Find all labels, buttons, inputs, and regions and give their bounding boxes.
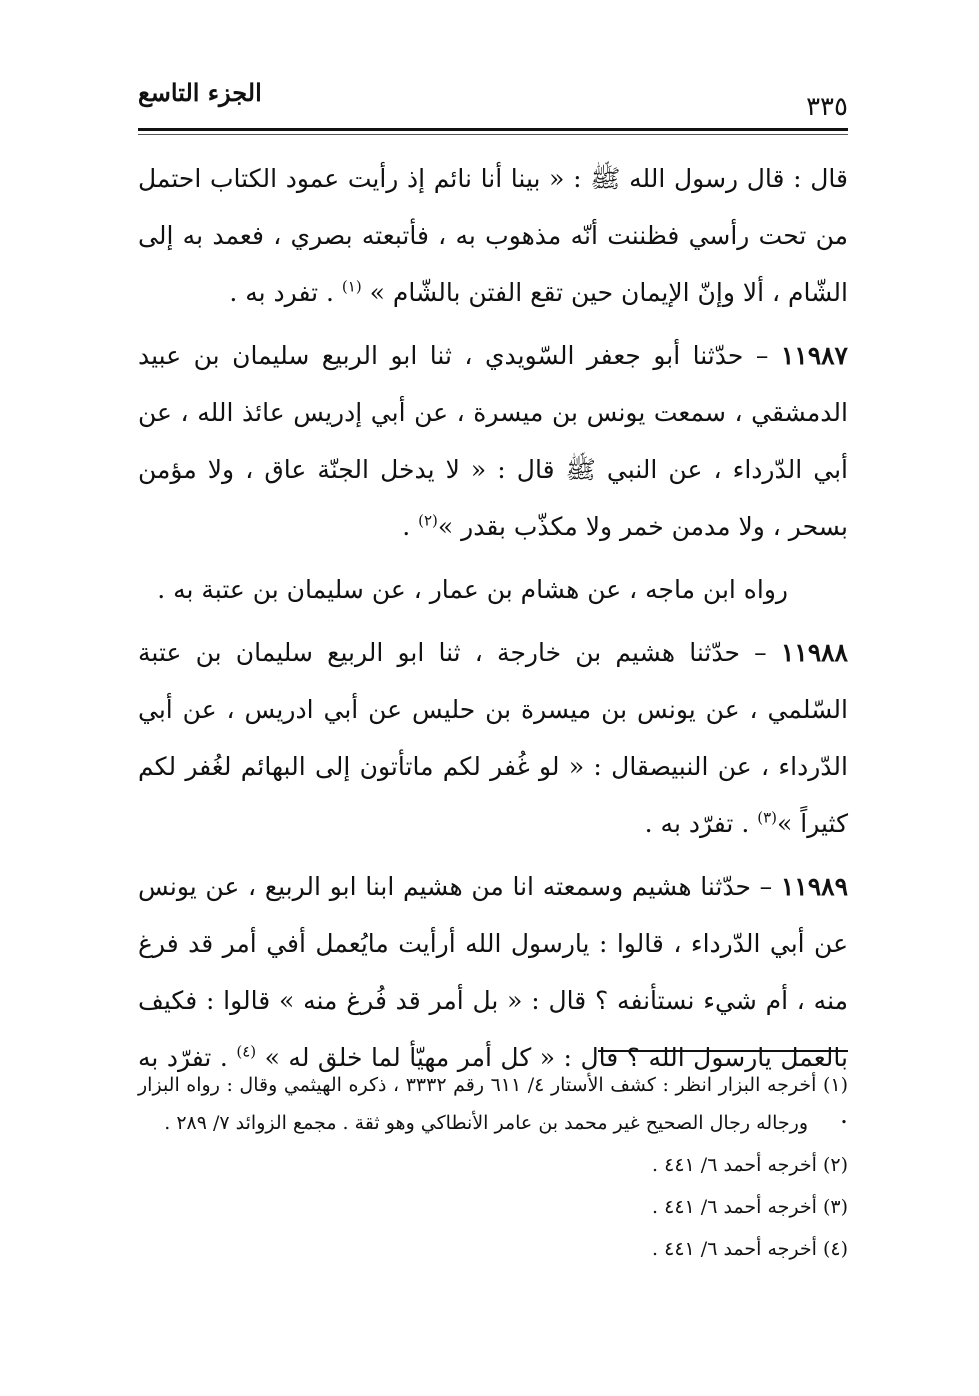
hadith-tail: . تفرّد به . [138,1043,848,1129]
page-header [138,78,848,128]
hadith-text: – حدّثنا أبو جعفر السّويدي ، ثنا ابو الربيع سليمان بن عبيد الدمشقي ، سمعت يونس بن ميسرة ، عن أبي إدريس عائذ الله ، عن أبي الدّرداء ، عن النبي ﷺ قال : « لا يدخل الجنّة عاق ، ولا مؤمن بسحر ، ولا مدمن خمر ولا مكذّب بقدر » [138,341,848,541]
paragraph-text: قال : قال رسول الله ﷺ : « بينا أنا نائم إذ رأيت عمود الكتاب احتمل من تحت رأسي فظننت أنّه مذهوب به ، فأتبعته بصري ، فعمد به إلى الشّام ، ألا وإنّ الإيمان حين تقع الفتن بالشّام » [138,164,848,307]
footnote-4: (٤) أخرجه أحمد ٦/ ٤٤١ . [652,1238,848,1260]
hadith-11988 [138,624,848,852]
footnote-marker: (٢) [418,511,438,530]
paragraph-opening [138,150,848,321]
hadith-number: ١١٩٨٧ [780,341,848,370]
footnote-1: (١) أخرجه البزار انظر : كشف الأستار ٤/ ٦١١ رقم ٣٣٣٢ ، ذكره الهيثمي وقال : رواه البزار ورجاله رجال الصحيح غير محمد بن عامر الأنطاكي وهو ثقة . مجمع الزوائد ٧/ ٢٨٩ . [138,1074,848,1134]
footnotes [138,1066,848,1272]
main-text [138,150,848,1143]
page-number: ٣٣٥ [806,92,848,122]
footnote-3: (٣) أخرجه أحمد ٦/ ٤٤١ . [652,1196,848,1218]
paragraph-tail: . تفرد به . [229,278,334,307]
header-rule [138,128,848,131]
hadith-text: – حدّثنا هشيم بن خارجة ، ثنا ابو الربيع سليمان بن عتبة السّلمي ، عن يونس بن ميسرة بن حليس عن أبي ادريس ، عن أبي الدّرداء ، عن النبيصقال : « لو غُفر لكم ماتأتون إلى البهائم لغُفر لكم كثيراً » [138,638,848,838]
hadith-tail: . تفرّد به . [644,809,750,838]
running-title: الجزء التاسع [138,78,262,107]
hadith-number: ١١٩٨٩ [780,872,848,901]
footnote-marker: (٣) [757,808,778,827]
hadith-text: – حدّثنا هشيم وسمعته انا من هشيم ابنا ابو الربيع ، عن يونس عن أبي الدّرداء ، قالوا : يارسول الله أرأيت مايُعمل أفي أمر قد فرغ منه ، أم شيء نستأنفه ؟ قال : « بل أمر قد فُرغ منه » قالوا : فكيف بالعمل يارسول الله ؟ قال : « كل أمر مهيّأ لما خلق له » [138,872,848,1072]
footnote-marker: (١) [341,277,362,296]
riwaya-note: رواه ابن ماجه ، عن هشام بن عمار ، عن سليمان بن عتبة به . [157,575,788,604]
footnote-marker: (٤) [236,1042,257,1061]
hadith-11987 [138,327,848,555]
footnote-2: (٢) أخرجه أحمد ٦/ ٤٤١ . [652,1154,848,1176]
footnote-rule [598,1050,848,1052]
header-rule-thin [138,134,848,135]
hadith-tail: . [402,512,411,541]
hadith-number: ١١٩٨٨ [780,638,848,667]
